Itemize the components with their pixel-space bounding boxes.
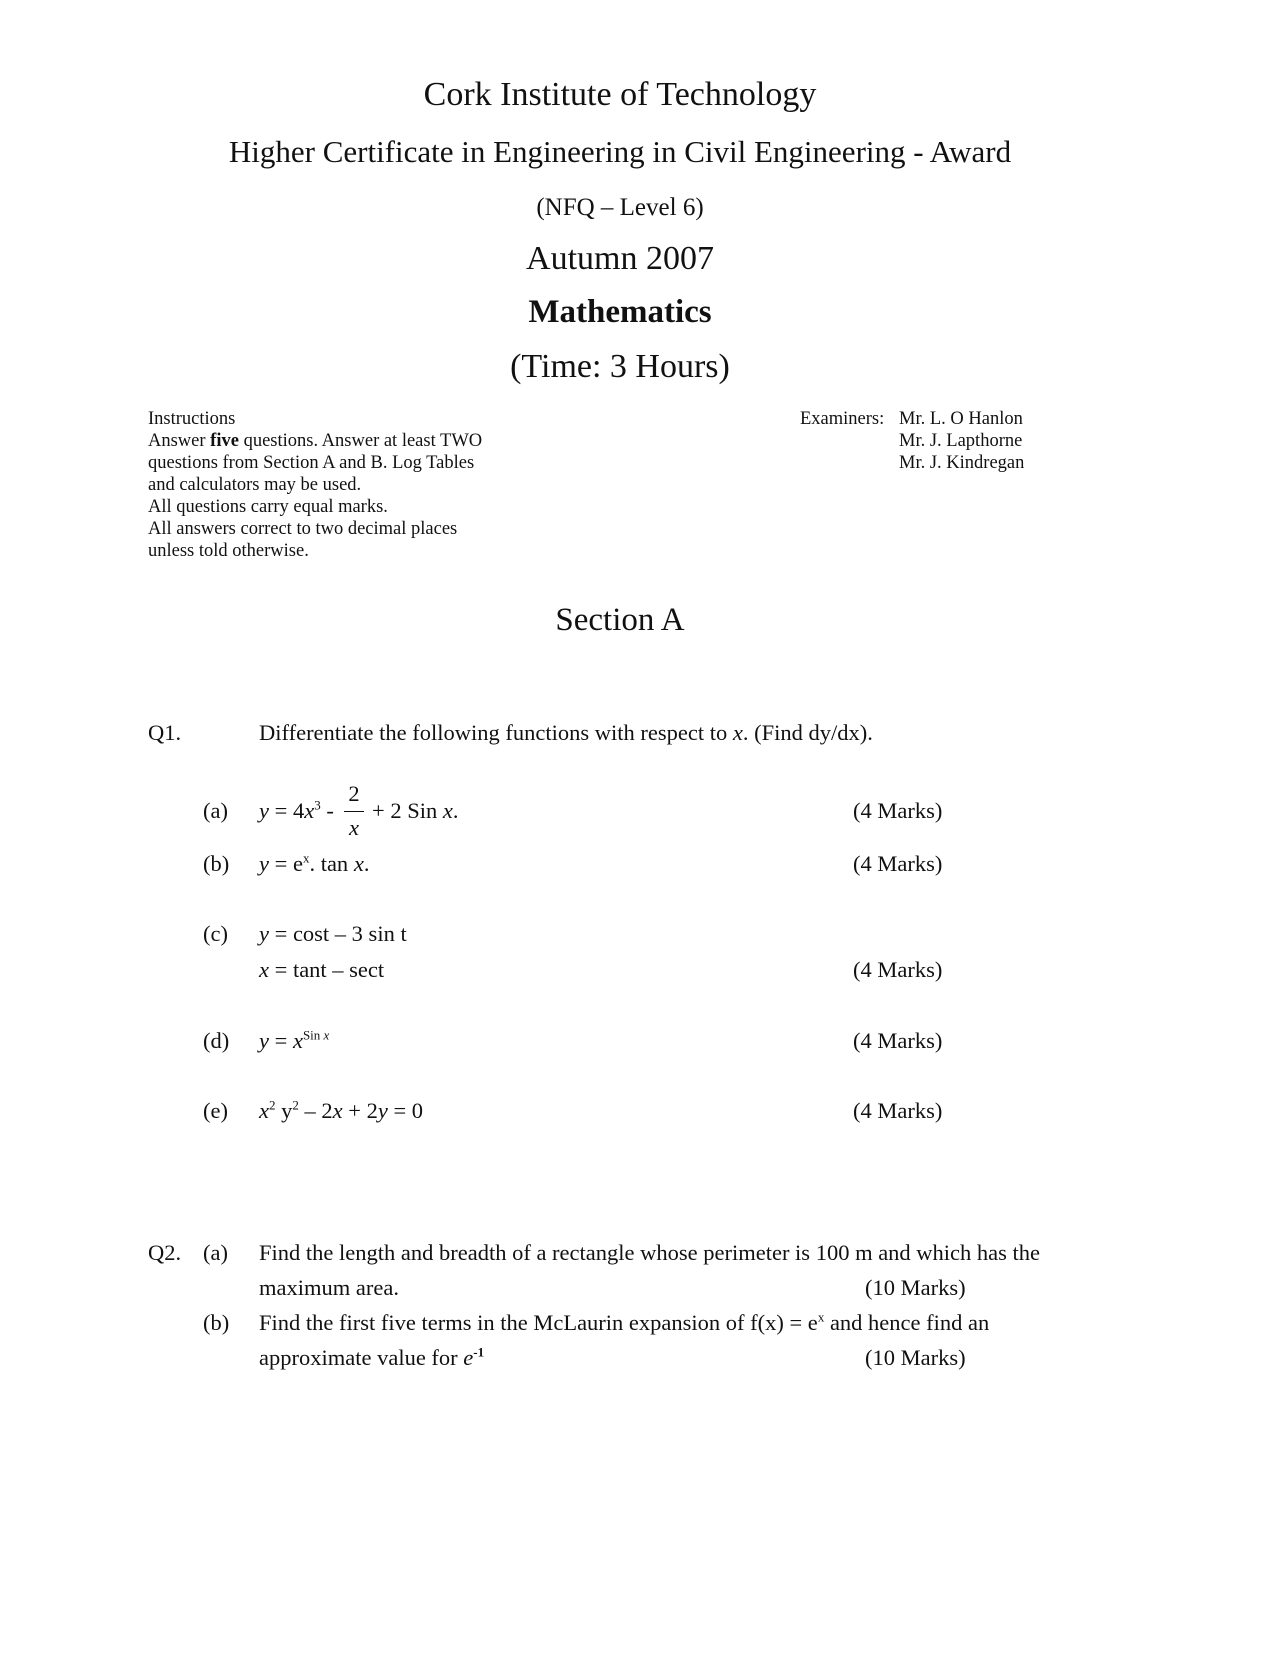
q1c-label: (c) xyxy=(203,921,228,946)
q1d-marks: (4 Marks) xyxy=(853,1028,943,1053)
q2a-label: (a) xyxy=(203,1240,228,1265)
q1d-equation: $y = x^{Sin x}$ xyxy=(259,1027,330,1053)
q1b-equation: $y = e^x$. tan x. xyxy=(259,850,370,876)
institution-title: Cork Institute of Technology xyxy=(423,76,817,113)
q2a-marks: (10 Marks) xyxy=(865,1275,966,1300)
examiner-name: Mr. L. O Hanlon xyxy=(899,409,1023,429)
q1c-marks: (4 Marks) xyxy=(853,957,943,982)
q1c-equation-line-1: y = cost – 3 sin t xyxy=(259,921,407,946)
instructions-line-6: unless told otherwise. xyxy=(148,541,309,561)
programme-title: Higher Certificate in Engineering in Civil Engineering - Award xyxy=(228,134,1012,169)
q1a-fraction-numerator: 2 xyxy=(348,781,360,806)
q1a-fraction-bar xyxy=(344,811,364,812)
q1b-label: (b) xyxy=(203,851,230,876)
q1-intro: Differentiate the following functions with respect to x. (Find dy/dx). xyxy=(259,720,873,745)
q1a-marks: (4 Marks) xyxy=(853,798,943,823)
instructions-line-2: questions from Section A and B. Log Tables xyxy=(148,453,475,473)
q2b-text-line-2: approximate value for $e^{-1}$ xyxy=(259,1344,485,1370)
q2a-text-line-2: maximum area. xyxy=(259,1275,399,1300)
nfq-level: (NFQ – Level 6) xyxy=(536,194,704,221)
q2a-text-line-1: Find the length and breadth of a rectangle whose perimeter is 100 m and which has the xyxy=(259,1240,1041,1265)
q1a-fraction-denominator: x xyxy=(349,815,359,840)
q1-number: Q1. xyxy=(148,720,182,745)
q1d-label: (d) xyxy=(203,1028,230,1053)
q1c-equation-line-2: x = tant – sect xyxy=(259,957,385,982)
section-a-title: Section A xyxy=(555,602,685,638)
examiners-label: Examiners: xyxy=(800,409,885,429)
exam-session: Autumn 2007 xyxy=(526,240,714,277)
q2b-label: (b) xyxy=(203,1310,230,1335)
q1a-equation-right: + 2 Sin x. xyxy=(372,798,459,823)
q1a-label: (a) xyxy=(203,798,228,823)
q2b-marks: (10 Marks) xyxy=(865,1345,966,1370)
examiner-name: Mr. J. Kindregan xyxy=(899,453,1025,473)
instructions-line-3: and calculators may be used. xyxy=(148,475,362,495)
instructions-line-5: All answers correct to two decimal places xyxy=(148,519,458,539)
instructions-line-1: Answer five questions. Answer at least TWO xyxy=(148,431,483,451)
q1e-equation: $x^2$ $y^2 - 2x + 2y = 0$ xyxy=(259,1097,424,1123)
examiner-name: Mr. J. Lapthorne xyxy=(899,431,1023,451)
instructions-line-4: All questions carry equal marks. xyxy=(148,497,388,517)
q1e-marks: (4 Marks) xyxy=(853,1098,943,1123)
exam-duration: (Time: 3 Hours) xyxy=(510,348,730,385)
q1a-equation-left: $y = 4x^3$ - xyxy=(259,797,334,823)
instructions-heading: Instructions xyxy=(148,409,236,429)
q1e-label: (e) xyxy=(203,1098,228,1123)
instructions-block xyxy=(148,408,482,562)
q1b-marks: (4 Marks) xyxy=(853,851,943,876)
q2-number: Q2. xyxy=(148,1240,182,1265)
q2b-text-line-1: Find the first five terms in the McLaurin expansion of $f(x) = e^x$ and hence find an xyxy=(259,1309,990,1335)
subject-title: Mathematics xyxy=(528,294,712,330)
